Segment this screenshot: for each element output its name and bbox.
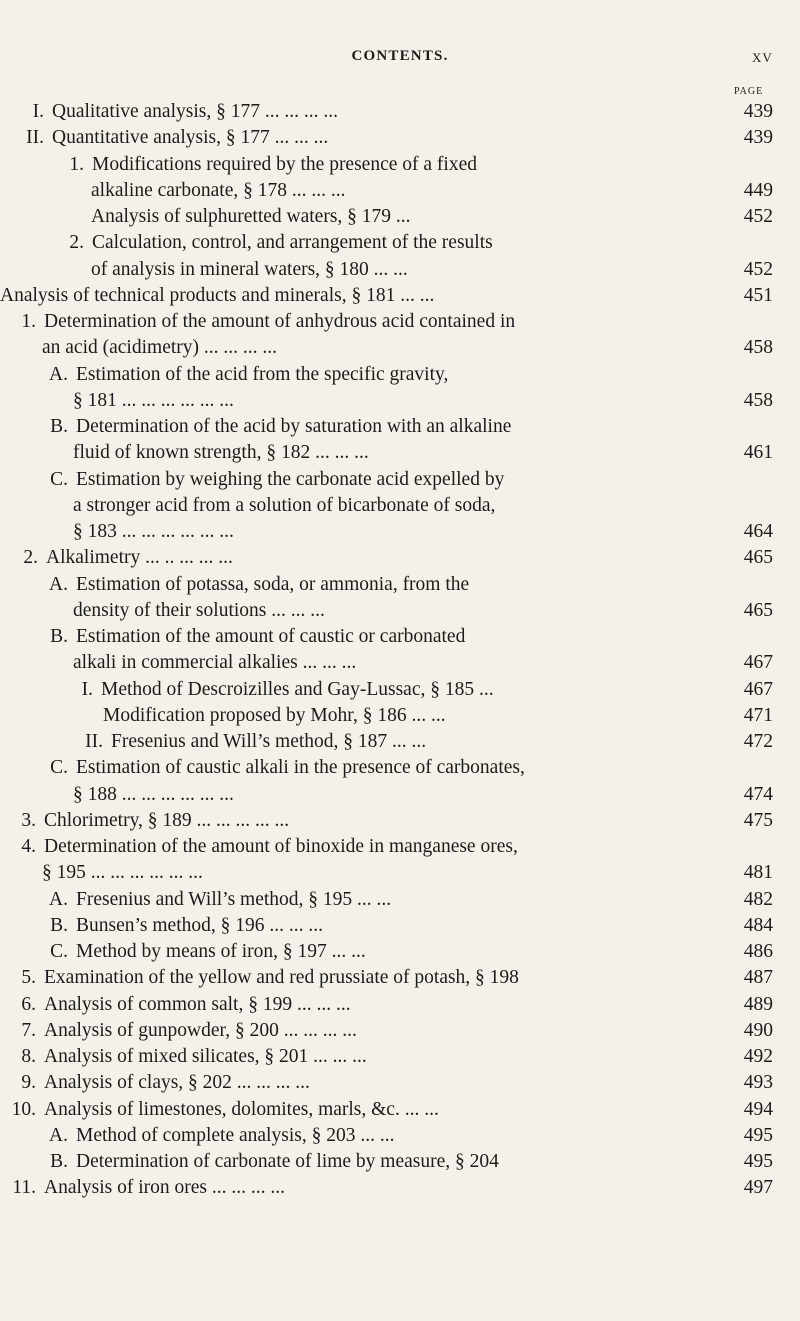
- toc-entry-text: [9, 1175, 285, 1201]
- toc-entry: [0, 598, 800, 624]
- toc-entry-title: Estimation of the amount of caustic or carbonated: [76, 626, 466, 647]
- toc-entry-page: 471: [743, 704, 773, 726]
- toc-entry-page: 467: [743, 678, 773, 700]
- toc-entry-text: [73, 677, 494, 703]
- toc-entry: [0, 755, 800, 781]
- toc-entry: [0, 703, 800, 729]
- toc-entry-text: [42, 913, 323, 939]
- toc-entry: [0, 1097, 800, 1123]
- toc-entry: [0, 335, 800, 361]
- toc-entry: [0, 414, 800, 440]
- toc-entry-page: 452: [743, 258, 773, 280]
- toc-entry-number: A.: [49, 573, 68, 595]
- toc-entry: [0, 992, 800, 1018]
- toc-entry: [0, 440, 800, 466]
- toc-entry-text: [18, 1018, 357, 1044]
- toc-entry-page: 486: [743, 941, 773, 962]
- toc-entry-title: Analysis of technical products and minerals, § 181 ... ...: [0, 284, 435, 306]
- toc-entry: [0, 230, 800, 256]
- toc-entry-title: Estimation of potassa, soda, or ammonia, from the: [76, 573, 470, 595]
- toc-entry-number: C.: [50, 941, 68, 962]
- toc-entry-text: [62, 230, 493, 256]
- toc-entry-page: 495: [743, 1151, 773, 1172]
- toc-entry-title: an acid (acidimetry) ... ... ... ...: [42, 337, 277, 359]
- toc-entry-text: [42, 755, 525, 781]
- toc-entry: [0, 913, 800, 939]
- toc-entry-title: Alkalimetry ... .. ... ... ...: [46, 547, 233, 569]
- toc-entry-title: density of their solutions ... ... ...: [73, 599, 325, 621]
- toc-entry-title: Analysis of mixed silicates, § 201 ... ... ...: [44, 1046, 367, 1067]
- toc-entry-page: 465: [743, 599, 773, 621]
- toc-entry-page: 497: [743, 1177, 773, 1199]
- toc-entry: [0, 729, 800, 755]
- toc-entry-text: [73, 493, 495, 519]
- toc-entry-number: 2.: [69, 232, 84, 254]
- toc-entry-text: [9, 1097, 439, 1123]
- toc-entry: [0, 1149, 800, 1175]
- toc-entry-number: 1.: [69, 153, 84, 175]
- toc-entry-page: 494: [743, 1098, 773, 1120]
- toc-entry-number: 4.: [21, 836, 36, 857]
- toc-entry-number: I.: [81, 678, 93, 700]
- toc-entry-title: Qualitative analysis, § 177 ... ... ... ...: [52, 101, 338, 122]
- toc-entry-text: [42, 414, 511, 440]
- toc-entry-number: II.: [85, 731, 103, 752]
- toc-entry-title: Calculation, control, and arrangement of the results: [92, 232, 493, 254]
- toc-entry-number: C.: [50, 468, 68, 490]
- toc-entry-page: 458: [743, 337, 773, 359]
- toc-entry: [0, 887, 800, 913]
- toc-entry-page: 439: [743, 127, 773, 149]
- toc-entry: [0, 650, 800, 676]
- toc-entry-title: § 183 ... ... ... ... ... ...: [73, 521, 234, 542]
- toc-entry-title: Method by means of iron, § 197 ... ...: [76, 941, 366, 962]
- toc-entry: [0, 1123, 800, 1149]
- toc-entry-title: Quantitative analysis, § 177 ... ... ...: [52, 127, 329, 149]
- toc-entry-text: [18, 808, 289, 834]
- toc-entry-title: § 188 ... ... ... ... ... ...: [73, 783, 234, 805]
- toc-entry-text: [42, 467, 504, 493]
- toc-entry-title: Estimation of caustic alkali in the presence of carbonates,: [76, 757, 525, 779]
- toc-entry-title: Determination of the acid by saturation with an alkaline: [76, 416, 512, 437]
- toc-entry-text: [42, 335, 277, 361]
- toc-entry: [0, 939, 800, 965]
- toc-entry-page: 482: [743, 888, 773, 910]
- toc-entry-number: A.: [49, 1124, 68, 1146]
- toc-entry: [0, 152, 800, 178]
- toc-entry-text: [73, 388, 234, 414]
- toc-entry: [0, 782, 800, 808]
- toc-entry-title: Analysis of clays, § 202 ... ... ... ...: [44, 1072, 310, 1094]
- toc-entry: [0, 283, 800, 309]
- toc-entry-number: B.: [50, 914, 68, 936]
- toc-entry: [0, 1018, 800, 1044]
- toc-entry-number: I.: [32, 101, 44, 122]
- toc-entry-title: Estimation of the acid from the specific gravity,: [76, 363, 449, 385]
- toc-entry: [0, 204, 800, 230]
- toc-entry-title: Examination of the yellow and red prussiate of potash, § 198: [44, 967, 519, 989]
- toc-entry-title: Method of Descroizilles and Gay-Lussac, § 185 ...: [101, 678, 494, 700]
- toc-entry-page: 490: [743, 1019, 773, 1041]
- toc-entry-title: Analysis of limestones, dolomites, marls, &c. ... ...: [44, 1098, 439, 1120]
- toc-entry-title: Analysis of common salt, § 199 ... ... ...: [44, 993, 351, 1015]
- toc-entry-text: [42, 939, 366, 965]
- toc-entry-page: 487: [743, 967, 773, 989]
- toc-entry-page: 492: [743, 1046, 773, 1067]
- toc-entry: [0, 309, 800, 335]
- toc-entry-page: 449: [743, 179, 773, 201]
- toc-entry-page: 461: [743, 442, 773, 464]
- toc-entry-title: Method of complete analysis, § 203 ... ...: [76, 1124, 395, 1146]
- toc-entry: [0, 1070, 800, 1096]
- toc-entry-number: 7.: [21, 1019, 36, 1041]
- toc-entry-number: A.: [49, 888, 68, 910]
- toc-entry-number: 2.: [23, 547, 38, 569]
- toc-entry-text: [20, 99, 338, 125]
- toc-entry-text: [20, 125, 328, 151]
- toc-entry-text: [73, 440, 369, 466]
- toc-entry-text: [18, 1044, 367, 1070]
- toc-entry: [0, 99, 800, 125]
- toc-entry-number: 6.: [21, 993, 36, 1015]
- toc-entry-title: Determination of the amount of binoxide in manganese ores,: [44, 836, 518, 857]
- toc-entry-title: alkaline carbonate, § 178 ... ... ...: [91, 179, 346, 201]
- toc-entry-text: [42, 1149, 499, 1175]
- toc-entry: [0, 677, 800, 703]
- toc-entry-text: [62, 152, 477, 178]
- toc-entry: [0, 362, 800, 388]
- toc-entry-title: Determination of carbonate of lime by measure, § 204: [76, 1151, 499, 1172]
- toc-entry: [0, 519, 800, 545]
- toc-entry: [0, 257, 800, 283]
- toc-entry-number: 9.: [21, 1072, 36, 1094]
- toc-entry-page: 489: [743, 993, 773, 1015]
- toc-entry-page: 452: [743, 206, 773, 227]
- toc-entry-title: Determination of the amount of anhydrous acid contained in: [44, 311, 516, 332]
- toc-entry-title: § 195 ... ... ... ... ... ...: [42, 862, 203, 884]
- toc-entry-page: 493: [743, 1072, 773, 1094]
- toc-entry-number: A.: [49, 363, 68, 385]
- toc-entry-text: [42, 362, 448, 388]
- toc-entry-text: [42, 624, 465, 650]
- toc-entry-number: B.: [50, 626, 68, 647]
- page-number: XV: [752, 50, 773, 65]
- running-title: CONTENTS.: [351, 48, 449, 64]
- page-column-label: PAGE: [734, 86, 764, 97]
- toc-entry-title: Fresenius and Will’s method, § 187 ... ...: [111, 731, 427, 752]
- toc-entry: [0, 493, 800, 519]
- toc-entry-number: 5.: [21, 967, 36, 989]
- toc-entry-text: [73, 598, 325, 624]
- toc-entry: [0, 1044, 800, 1070]
- toc-entry: [0, 572, 800, 598]
- toc-entry-text: [42, 572, 469, 598]
- toc-entry-page: 439: [743, 101, 773, 122]
- toc-entry-title: Analysis of iron ores ... ... ... ...: [44, 1177, 286, 1199]
- toc-entry: [0, 965, 800, 991]
- toc-entry-number: B.: [50, 1151, 68, 1172]
- toc-entry-page: 481: [743, 862, 773, 884]
- toc-entry-number: II.: [26, 127, 44, 149]
- toc-entry-title: § 181 ... ... ... ... ... ...: [73, 389, 234, 411]
- toc-entry-number: 1.: [21, 311, 36, 332]
- toc-entry-text: [73, 782, 234, 808]
- toc-entry-text: [18, 1070, 310, 1096]
- toc-entry: [0, 125, 800, 151]
- toc-entry-title: a stronger acid from a solution of bicarbonate of soda,: [73, 494, 496, 516]
- toc-entry-page: 467: [743, 652, 773, 674]
- toc-entry-title: Bunsen’s method, § 196 ... ... ...: [76, 914, 323, 936]
- toc-entry-title: Analysis of gunpowder, § 200 ... ... ... ...: [44, 1019, 357, 1041]
- toc-entry-text: [0, 283, 434, 309]
- toc-entry-number: C.: [50, 757, 68, 779]
- toc-entry-text: [42, 1123, 394, 1149]
- toc-entry: [0, 624, 800, 650]
- toc-entry-text: [91, 257, 408, 283]
- toc-entry-number: 10.: [11, 1098, 36, 1120]
- toc-entry-text: [73, 650, 356, 676]
- toc-entry: [0, 834, 800, 860]
- toc-entry-page: 475: [743, 809, 773, 831]
- toc-entry-page: 465: [743, 547, 773, 569]
- toc-entry-number: 3.: [21, 809, 36, 831]
- toc-entry-text: [73, 519, 234, 545]
- toc-entry-title: Estimation by weighing the carbonate acid expelled by: [76, 468, 505, 490]
- toc-entry-number: B.: [50, 416, 68, 437]
- toc-entry-page: 451: [743, 284, 773, 306]
- toc-entry-page: 484: [743, 914, 773, 936]
- toc-entry-title: fluid of known strength, § 182 ... ... ...: [73, 442, 369, 464]
- toc-entry-text: [20, 545, 233, 571]
- toc-entry-number: 11.: [12, 1177, 36, 1199]
- toc-entry-page: 472: [743, 731, 773, 752]
- toc-entry-text: [91, 204, 411, 230]
- toc-entry-text: [91, 178, 346, 204]
- toc-entry-text: [18, 992, 351, 1018]
- toc-entry-page: 474: [743, 783, 773, 805]
- toc-entry-text: [73, 729, 426, 755]
- toc-entry-number: 8.: [21, 1046, 36, 1067]
- contents-list: [0, 99, 800, 1202]
- toc-entry-text: [18, 965, 519, 991]
- toc-entry-page: 464: [743, 521, 773, 542]
- toc-entry: [0, 178, 800, 204]
- toc-entry-title: Chlorimetry, § 189 ... ... ... ... ...: [44, 809, 290, 831]
- toc-entry-title: Fresenius and Will’s method, § 195 ... ...: [76, 888, 392, 910]
- toc-entry: [0, 1175, 800, 1201]
- toc-entry: [0, 467, 800, 493]
- toc-entry: [0, 545, 800, 571]
- toc-entry-page: 458: [743, 389, 773, 411]
- toc-entry-text: [18, 309, 515, 335]
- toc-entry-title: Analysis of sulphuretted waters, § 179 ...: [91, 206, 411, 227]
- toc-entry-text: [103, 703, 446, 729]
- toc-entry: [0, 860, 800, 886]
- toc-entry-page: 495: [743, 1124, 773, 1146]
- toc-entry: [0, 808, 800, 834]
- toc-entry-text: [18, 834, 518, 860]
- toc-entry-title: Modifications required by the presence of a fixed: [92, 153, 477, 175]
- page-header: [0, 48, 800, 74]
- toc-entry-title: Modification proposed by Mohr, § 186 ... ...: [103, 704, 446, 726]
- toc-entry-text: [42, 887, 391, 913]
- toc-entry-title: alkali in commercial alkalies ... ... ...: [73, 652, 357, 674]
- toc-entry: [0, 388, 800, 414]
- toc-entry-text: [42, 860, 203, 886]
- toc-entry-title: of analysis in mineral waters, § 180 ... ...: [91, 258, 408, 280]
